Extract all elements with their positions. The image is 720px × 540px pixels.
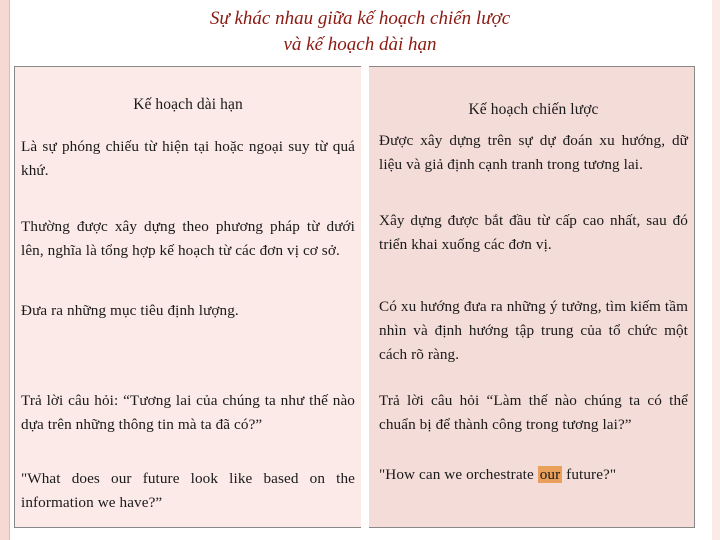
highlighted-word: our xyxy=(539,466,561,483)
slide-title xyxy=(60,6,660,58)
table-row xyxy=(15,389,695,463)
row-5-right-tail: future?" xyxy=(566,466,617,483)
row-1-left-cell: Là sự phóng chiếu từ hiện tại hoặc ngoại suy từ quá khứ. xyxy=(15,129,366,209)
row-4-left-cell: Trả lời câu hỏi: “Tương lai của chúng ta như thế nào dựa trên những thông tin mà ta đã có?” xyxy=(15,389,366,463)
table-row xyxy=(15,295,695,389)
row-4-right-cell: Trả lời câu hỏi “Làm thế nào chúng ta có thể chuẩn bị để thành công trong tương lai?” xyxy=(365,389,695,463)
row-5-left-cell: "What does our future look like based on the information we have?” xyxy=(15,463,366,528)
row-5-right-cell xyxy=(365,463,695,528)
row-2-left-cell: Thường được xây dựng theo phương pháp từ dưới lên, nghĩa là tổng hợp kế hoạch từ các đơn vị cơ sở. xyxy=(15,209,366,295)
comparison-table xyxy=(14,66,695,528)
row-1-right-cell: Được xây dựng trên sự dự đoán xu hướng, dữ liệu và giả định cạnh tranh trong tương lai. xyxy=(365,129,695,209)
table-row xyxy=(15,129,695,209)
right-border-strip xyxy=(712,0,720,540)
row-5-right-text: "How can we orchestrate xyxy=(379,466,538,483)
left-border-strip xyxy=(0,0,10,540)
title-line-1: Sự khác nhau giữa kế hoạch chiến lược xyxy=(209,8,511,29)
header-strategic-plan: Kế hoạch chiến lược xyxy=(365,67,695,130)
header-long-term-plan: Kế hoạch dài hạn xyxy=(15,67,366,130)
row-3-right-cell: Có xu hướng đưa ra những ý tưởng, tìm kiếm tầm nhìn và định hướng tập trung của tổ chức một cách rõ ràng. xyxy=(365,295,695,389)
row-3-left-cell: Đưa ra những mục tiêu định lượng. xyxy=(15,295,366,389)
row-2-right-cell: Xây dựng được bắt đầu từ cấp cao nhất, sau đó triển khai xuống các đơn vị. xyxy=(365,209,695,295)
title-line-2: và kế hoạch dài hạn xyxy=(283,34,437,55)
table-row xyxy=(15,463,695,528)
table-header-row xyxy=(15,67,695,130)
table-row xyxy=(15,209,695,295)
